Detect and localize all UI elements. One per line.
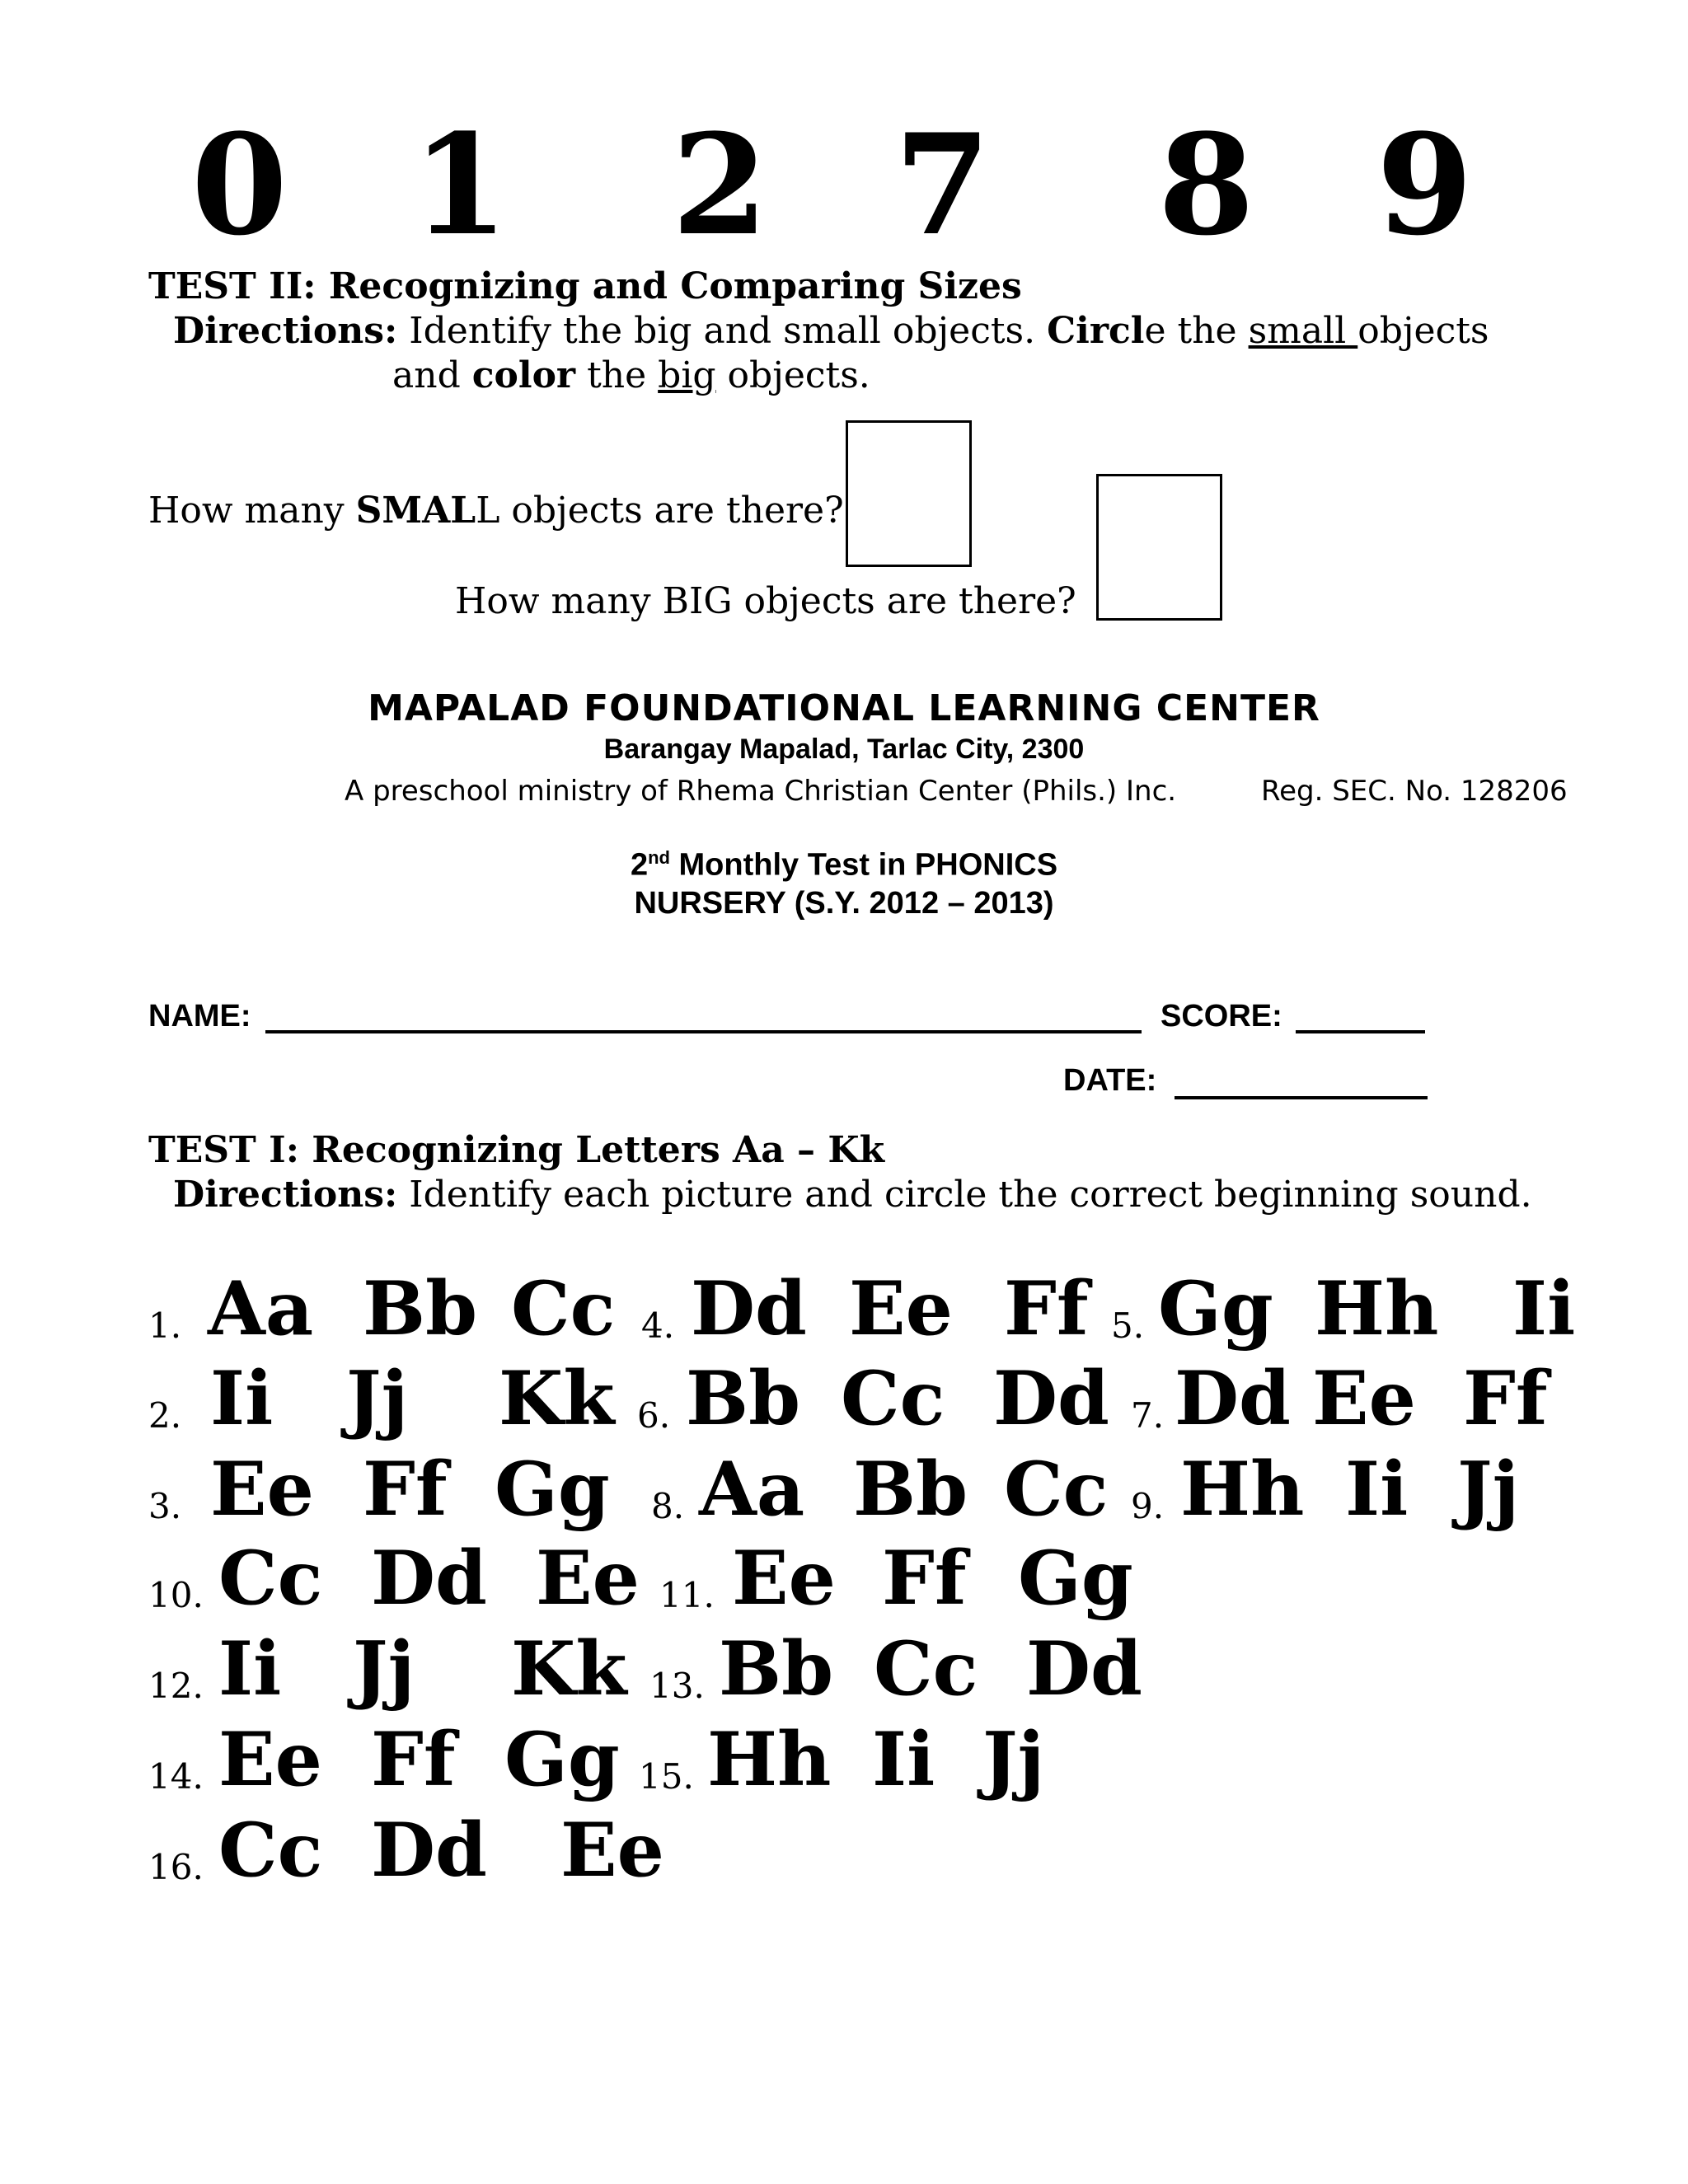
letter-choice[interactable]: Ee <box>1312 1355 1416 1442</box>
score-blank[interactable] <box>1296 1030 1425 1033</box>
digit: 0 <box>191 103 288 266</box>
letter-choice[interactable]: Ff <box>1463 1355 1548 1442</box>
letter-choice[interactable]: Jj <box>346 1355 409 1442</box>
score-label: SCORE: <box>1160 999 1282 1033</box>
letter-choice[interactable]: Jj <box>353 1625 415 1713</box>
letter-choice[interactable]: Ii <box>218 1625 282 1713</box>
test2-directions-line1 <box>173 310 1489 352</box>
letter-choice[interactable]: Cc <box>218 1535 323 1622</box>
letter-choice[interactable]: Hh <box>1180 1446 1305 1533</box>
letter-choice[interactable]: Ff <box>882 1535 967 1622</box>
letter-choice[interactable]: Bb <box>853 1446 968 1533</box>
item-number: 4. <box>641 1305 675 1346</box>
letter-choice[interactable]: Ee <box>210 1446 314 1533</box>
exam-number: 2 <box>630 847 649 883</box>
letter-choice[interactable]: Cc <box>1004 1446 1109 1533</box>
letter-choice[interactable]: Hh <box>707 1716 832 1803</box>
letter-choice[interactable]: Hh <box>1315 1265 1439 1352</box>
digit: 8 <box>1158 103 1254 266</box>
item-number: 8. <box>651 1486 685 1526</box>
directions-text: e the <box>1144 310 1249 352</box>
letter-choice[interactable]: Ee <box>218 1716 322 1803</box>
test2-title: TEST II: Recognizing and Comparing Sizes <box>148 265 1022 307</box>
question-big-count: How many BIG objects are there? <box>455 580 1076 622</box>
letter-choice[interactable]: Ee <box>732 1535 836 1622</box>
item-number: 16. <box>148 1847 204 1887</box>
letter-choice[interactable]: Kk <box>511 1625 627 1713</box>
letter-choice[interactable]: Cc <box>511 1265 616 1352</box>
letter-choice[interactable]: Kk <box>499 1355 615 1442</box>
question-text: How many <box>148 490 356 532</box>
letter-choice[interactable]: Gg <box>1018 1535 1133 1622</box>
item-number: 9. <box>1131 1486 1165 1526</box>
letter-choice[interactable]: Bb <box>363 1265 477 1352</box>
name-label: NAME: <box>148 999 251 1033</box>
date-blank[interactable] <box>1175 1096 1428 1099</box>
exam-ordinal: nd <box>648 847 670 868</box>
ministry-line: A preschool ministry of Rhema Christian Center (Phils.) Inc. <box>345 775 1177 808</box>
letter-choice[interactable]: Aa <box>208 1265 314 1352</box>
letter-choice[interactable]: Gg <box>1158 1265 1273 1352</box>
school-address: Barangay Mapalad, Tarlac City, 2300 <box>603 733 1085 765</box>
letter-choice[interactable]: Ee <box>536 1535 640 1622</box>
registration-number: Reg. SEC. No. 128206 <box>1261 775 1568 808</box>
directions-underlined: small <box>1248 310 1358 352</box>
directions-text: objects <box>1357 310 1489 352</box>
item-number: 7. <box>1131 1395 1165 1436</box>
exam-level: NURSERY (S.Y. 2012 – 2013) <box>634 886 1054 921</box>
letter-choice[interactable]: Jj <box>982 1716 1045 1803</box>
question-bold: SMAL <box>355 490 476 532</box>
item-number: 5. <box>1111 1305 1145 1346</box>
letter-choice[interactable]: Aa <box>699 1446 805 1533</box>
exam-title-text: Monthly Test in PHONICS <box>669 847 1058 883</box>
item-number: 2. <box>148 1395 182 1436</box>
question-text: L objects are there? <box>476 490 844 532</box>
digit: 2 <box>672 103 768 266</box>
item-number: 3. <box>148 1486 182 1526</box>
item-number: 13. <box>649 1666 705 1706</box>
test2-directions-line2 <box>392 354 870 396</box>
directions-text: Identify the big and small objects. <box>397 310 1048 352</box>
question-small-count <box>148 490 844 532</box>
letter-choice[interactable]: Cc <box>218 1807 323 1894</box>
letter-choice[interactable]: Jj <box>1457 1446 1520 1533</box>
letter-choice[interactable]: Dd <box>691 1265 807 1352</box>
letter-choice[interactable]: Ii <box>1512 1265 1576 1352</box>
letter-choice[interactable]: Ii <box>872 1716 935 1803</box>
letter-choice[interactable]: Ff <box>371 1716 456 1803</box>
item-number: 10. <box>148 1575 204 1615</box>
item-number: 14. <box>148 1756 204 1797</box>
exam-title <box>0 847 1688 883</box>
item-number: 1. <box>148 1305 182 1346</box>
item-number: 6. <box>637 1395 671 1436</box>
test1-title: TEST I: Recognizing Letters Aa – Kk <box>148 1129 885 1171</box>
small-count-answer-box[interactable] <box>846 420 972 567</box>
letter-choice[interactable]: Dd <box>371 1807 487 1894</box>
letter-choice[interactable]: Ii <box>210 1355 274 1442</box>
letter-choice[interactable]: Gg <box>504 1716 620 1803</box>
directions-text: the <box>575 354 659 396</box>
directions-label: Directions: <box>173 310 398 352</box>
letter-choice[interactable]: Bb <box>719 1625 833 1713</box>
letter-choice[interactable]: Dd <box>1175 1355 1291 1442</box>
letter-choice[interactable]: Dd <box>993 1355 1109 1442</box>
letter-choice[interactable]: Cc <box>841 1355 945 1442</box>
test1-directions <box>173 1174 1532 1216</box>
big-count-answer-box[interactable] <box>1096 474 1222 621</box>
letter-choice[interactable]: Bb <box>686 1355 800 1442</box>
directions-label: Directions: <box>173 1174 398 1216</box>
letter-choice[interactable]: Dd <box>1026 1625 1142 1713</box>
letter-choice[interactable]: Ff <box>1004 1265 1089 1352</box>
digit: 7 <box>894 103 991 266</box>
letter-choice[interactable]: Ee <box>560 1807 664 1894</box>
directions-text: Identify each picture and circle the correct beginning sound. <box>397 1174 1532 1216</box>
directions-text: objects. <box>715 354 870 396</box>
directions-text: and <box>392 354 472 396</box>
digit: 1 <box>412 103 509 266</box>
directions-bold: color <box>471 354 576 396</box>
item-number: 15. <box>639 1756 694 1797</box>
item-number: 11. <box>659 1575 715 1615</box>
digit: 9 <box>1376 103 1473 266</box>
directions-bold: Circl <box>1047 310 1145 352</box>
date-label: DATE: <box>1063 1063 1157 1098</box>
name-blank[interactable] <box>265 1030 1142 1033</box>
letter-choice[interactable]: Dd <box>371 1535 487 1622</box>
letter-choice[interactable]: Ff <box>363 1446 448 1533</box>
item-number: 12. <box>148 1666 204 1706</box>
letter-choice[interactable]: Ii <box>1345 1446 1409 1533</box>
letter-choice[interactable]: Cc <box>874 1625 978 1713</box>
school-name: MAPALAD FOUNDATIONAL LEARNING CENTER <box>368 687 1320 729</box>
directions-underlined: big <box>658 354 716 396</box>
letter-choice[interactable]: Gg <box>495 1446 610 1533</box>
letter-choice[interactable]: Ee <box>849 1265 953 1352</box>
